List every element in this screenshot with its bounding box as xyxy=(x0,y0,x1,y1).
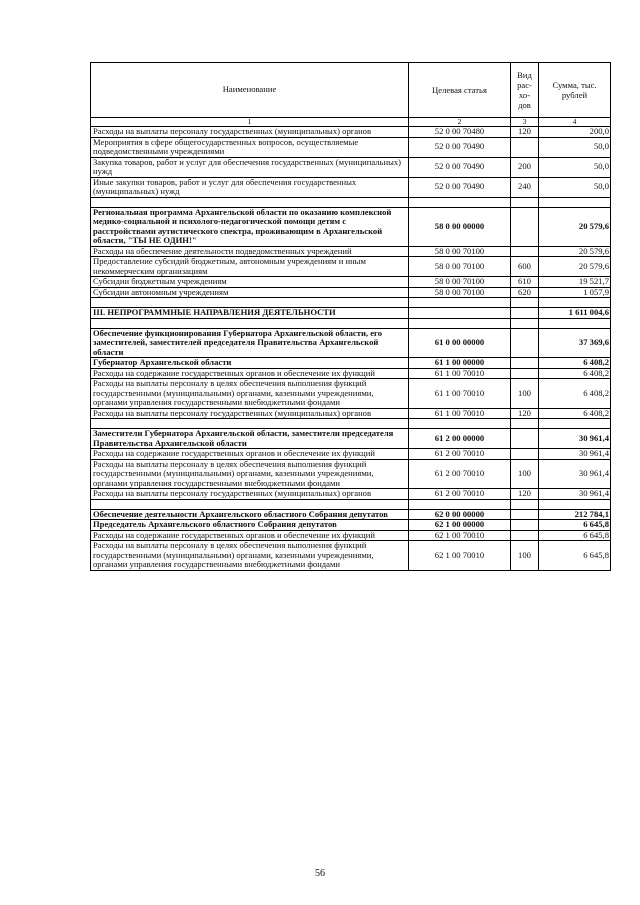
row-name: Расходы на выплаты персоналу государственных (муниципальных) органов xyxy=(91,127,409,138)
row-sum: 200,0 xyxy=(539,127,611,138)
table-header-row xyxy=(91,63,611,118)
table-row xyxy=(91,328,611,358)
row-sum: 6 645,8 xyxy=(539,530,611,541)
row-expense-type xyxy=(511,328,539,358)
row-expense-type xyxy=(511,429,539,449)
row-name: Региональная программа Архангельской области по оказанию комплексной медико-социальной и психолого-педагогической помощи детям с расстройствами аутистического спектра, проживающим в Архангельской области, "ТЫ НЕ ОДИН!" xyxy=(91,207,409,246)
row-target-article: 61 2 00 70010 xyxy=(409,489,511,500)
row-sum: 50,0 xyxy=(539,137,611,157)
budget-table xyxy=(90,62,611,571)
row-target-article: 61 2 00 00000 xyxy=(409,429,511,449)
spacer-cell xyxy=(511,499,539,509)
row-target-article: 52 0 00 70490 xyxy=(409,157,511,177)
spacer-cell xyxy=(511,298,539,308)
row-target-article: 61 1 00 00000 xyxy=(409,358,511,369)
row-sum: 20 579,6 xyxy=(539,257,611,277)
spacer-row xyxy=(91,298,611,308)
table-row xyxy=(91,308,611,319)
spacer-cell xyxy=(511,419,539,429)
header-expense-type: Вид рас-хо-дов xyxy=(511,63,539,118)
table-row xyxy=(91,449,611,460)
table-row xyxy=(91,429,611,449)
row-sum: 20 579,6 xyxy=(539,207,611,246)
row-expense-type xyxy=(511,308,539,319)
row-name: III. НЕПРОГРАММНЫЕ НАПРАВЛЕНИЯ ДЕЯТЕЛЬНОСТИ xyxy=(91,308,409,319)
column-number: 3 xyxy=(511,118,539,127)
row-name: Обеспечение функционирования Губернатора Архангельской области, его заместителей, заместителей председателя Правительства Архангельской области xyxy=(91,328,409,358)
row-expense-type: 100 xyxy=(511,459,539,489)
row-target-article: 62 1 00 70010 xyxy=(409,541,511,571)
row-target-article: 58 0 00 00000 xyxy=(409,207,511,246)
row-name: Расходы на выплаты персоналу в целях обеспечения выполнения функций государственными (муниципальными) органами, казенными учреждениями, органами управления государственными внебюджетными фондами xyxy=(91,459,409,489)
row-expense-type: 100 xyxy=(511,379,539,409)
table-row xyxy=(91,287,611,298)
spacer-cell xyxy=(539,318,611,328)
spacer-cell xyxy=(409,197,511,207)
spacer-cell xyxy=(91,499,409,509)
spacer-row xyxy=(91,318,611,328)
table-row xyxy=(91,358,611,369)
row-name: Расходы на выплаты персоналу государственных (муниципальных) органов xyxy=(91,489,409,500)
row-name: Расходы на выплаты персоналу в целях обеспечения выполнения функций государственными (муниципальными) органами, казенными учреждениями, органами управления государственными внебюджетными фондами xyxy=(91,541,409,571)
table-row xyxy=(91,257,611,277)
row-expense-type xyxy=(511,368,539,379)
row-sum: 6 645,8 xyxy=(539,520,611,531)
row-sum: 50,0 xyxy=(539,157,611,177)
row-name: Мероприятия в сфере общегосударственных вопросов, осуществляемые подведомственными учреждениями xyxy=(91,137,409,157)
row-sum: 6 408,2 xyxy=(539,368,611,379)
row-name: Заместители Губернатора Архангельской области, заместители председателя Правительства Архангельской области xyxy=(91,429,409,449)
row-sum: 30 961,4 xyxy=(539,489,611,500)
row-name: Губернатор Архангельской области xyxy=(91,358,409,369)
row-sum: 30 961,4 xyxy=(539,459,611,489)
table-row xyxy=(91,379,611,409)
row-target-article: 52 0 00 70480 xyxy=(409,127,511,138)
row-target-article: 52 0 00 70490 xyxy=(409,177,511,197)
header-name: Наименование xyxy=(91,63,409,118)
row-name: Расходы на обеспечение деятельности подведомственных учреждений xyxy=(91,246,409,257)
table-row xyxy=(91,408,611,419)
column-number: 1 xyxy=(91,118,409,127)
row-name: Расходы на содержание государственных органов и обеспечение их функций xyxy=(91,530,409,541)
spacer-cell xyxy=(409,499,511,509)
column-number: 4 xyxy=(539,118,611,127)
spacer-row xyxy=(91,499,611,509)
row-expense-type xyxy=(511,207,539,246)
row-name: Расходы на содержание государственных органов и обеспечение их функций xyxy=(91,449,409,460)
row-sum: 6 645,8 xyxy=(539,541,611,571)
row-sum: 37 369,6 xyxy=(539,328,611,358)
table-row xyxy=(91,207,611,246)
spacer-cell xyxy=(539,298,611,308)
row-expense-type: 240 xyxy=(511,177,539,197)
row-target-article xyxy=(409,308,511,319)
row-name: Расходы на выплаты персоналу в целях обеспечения выполнения функций государственными (муниципальными) органами, казенными учреждениями, органами управления государственными внебюджетными фондами xyxy=(91,379,409,409)
row-target-article: 61 1 00 70010 xyxy=(409,379,511,409)
column-number: 2 xyxy=(409,118,511,127)
table-row xyxy=(91,277,611,288)
spacer-cell xyxy=(511,318,539,328)
spacer-cell xyxy=(91,419,409,429)
table-row xyxy=(91,530,611,541)
spacer-cell xyxy=(511,197,539,207)
table-row xyxy=(91,459,611,489)
row-expense-type: 620 xyxy=(511,287,539,298)
row-target-article: 61 2 00 70010 xyxy=(409,459,511,489)
row-name: Обеспечение деятельности Архангельского областного Собрания депутатов xyxy=(91,509,409,520)
row-expense-type xyxy=(511,530,539,541)
row-expense-type xyxy=(511,137,539,157)
spacer-cell xyxy=(539,197,611,207)
row-sum: 30 961,4 xyxy=(539,429,611,449)
table-row xyxy=(91,520,611,531)
row-target-article: 58 0 00 70100 xyxy=(409,257,511,277)
row-expense-type xyxy=(511,358,539,369)
row-sum: 20 579,6 xyxy=(539,246,611,257)
row-target-article: 62 1 00 00000 xyxy=(409,520,511,531)
row-expense-type: 120 xyxy=(511,127,539,138)
spacer-cell xyxy=(91,298,409,308)
spacer-row xyxy=(91,419,611,429)
row-name: Расходы на выплаты персоналу государственных (муниципальных) органов xyxy=(91,408,409,419)
row-sum: 1 057,9 xyxy=(539,287,611,298)
row-sum: 6 408,2 xyxy=(539,358,611,369)
row-sum: 212 784,1 xyxy=(539,509,611,520)
row-target-article: 61 1 00 70010 xyxy=(409,408,511,419)
header-sum: Сумма, тыс. рублей xyxy=(539,63,611,118)
spacer-cell xyxy=(539,499,611,509)
row-target-article: 52 0 00 70490 xyxy=(409,137,511,157)
table-row xyxy=(91,368,611,379)
row-sum: 6 408,2 xyxy=(539,408,611,419)
row-name: Субсидии автономным учреждениям xyxy=(91,287,409,298)
header-target-article: Целевая статья xyxy=(409,63,511,118)
row-target-article: 58 0 00 70100 xyxy=(409,277,511,288)
table-row xyxy=(91,157,611,177)
row-sum: 19 521,7 xyxy=(539,277,611,288)
row-expense-type: 120 xyxy=(511,408,539,419)
row-name: Закупка товаров, работ и услуг для обеспечения государственных (муниципальных) нужд xyxy=(91,157,409,177)
row-name: Расходы на содержание государственных органов и обеспечение их функций xyxy=(91,368,409,379)
row-expense-type xyxy=(511,449,539,460)
row-name: Предоставление субсидий бюджетным, автономным учреждениям и иным некоммерческим организациям xyxy=(91,257,409,277)
spacer-cell xyxy=(539,419,611,429)
row-target-article: 62 1 00 70010 xyxy=(409,530,511,541)
spacer-cell xyxy=(409,298,511,308)
row-target-article: 61 1 00 70010 xyxy=(409,368,511,379)
row-name: Иные закупки товаров, работ и услуг для обеспечения государственных (муниципальных) нужд xyxy=(91,177,409,197)
table-row xyxy=(91,489,611,500)
table-row xyxy=(91,541,611,571)
row-target-article: 61 0 00 00000 xyxy=(409,328,511,358)
row-target-article: 58 0 00 70100 xyxy=(409,246,511,257)
row-name: Субсидии бюджетным учреждениям xyxy=(91,277,409,288)
row-expense-type xyxy=(511,509,539,520)
table-row xyxy=(91,246,611,257)
row-expense-type: 600 xyxy=(511,257,539,277)
spacer-cell xyxy=(91,318,409,328)
spacer-row xyxy=(91,197,611,207)
spacer-cell xyxy=(409,318,511,328)
row-sum: 50,0 xyxy=(539,177,611,197)
table-row xyxy=(91,177,611,197)
row-expense-type: 610 xyxy=(511,277,539,288)
row-expense-type: 100 xyxy=(511,541,539,571)
row-expense-type: 120 xyxy=(511,489,539,500)
row-sum: 6 408,2 xyxy=(539,379,611,409)
spacer-cell xyxy=(91,197,409,207)
page-number: 56 xyxy=(315,868,325,879)
row-expense-type xyxy=(511,246,539,257)
spacer-cell xyxy=(409,419,511,429)
row-target-article: 62 0 00 00000 xyxy=(409,509,511,520)
row-target-article: 58 0 00 70100 xyxy=(409,287,511,298)
row-sum: 1 611 004,6 xyxy=(539,308,611,319)
table-row xyxy=(91,127,611,138)
row-name: Председатель Архангельского областного Собрания депутатов xyxy=(91,520,409,531)
table-row xyxy=(91,509,611,520)
row-target-article: 61 2 00 70010 xyxy=(409,449,511,460)
table-row xyxy=(91,137,611,157)
row-expense-type xyxy=(511,520,539,531)
row-sum: 30 961,4 xyxy=(539,449,611,460)
row-expense-type: 200 xyxy=(511,157,539,177)
table-body xyxy=(91,127,611,571)
